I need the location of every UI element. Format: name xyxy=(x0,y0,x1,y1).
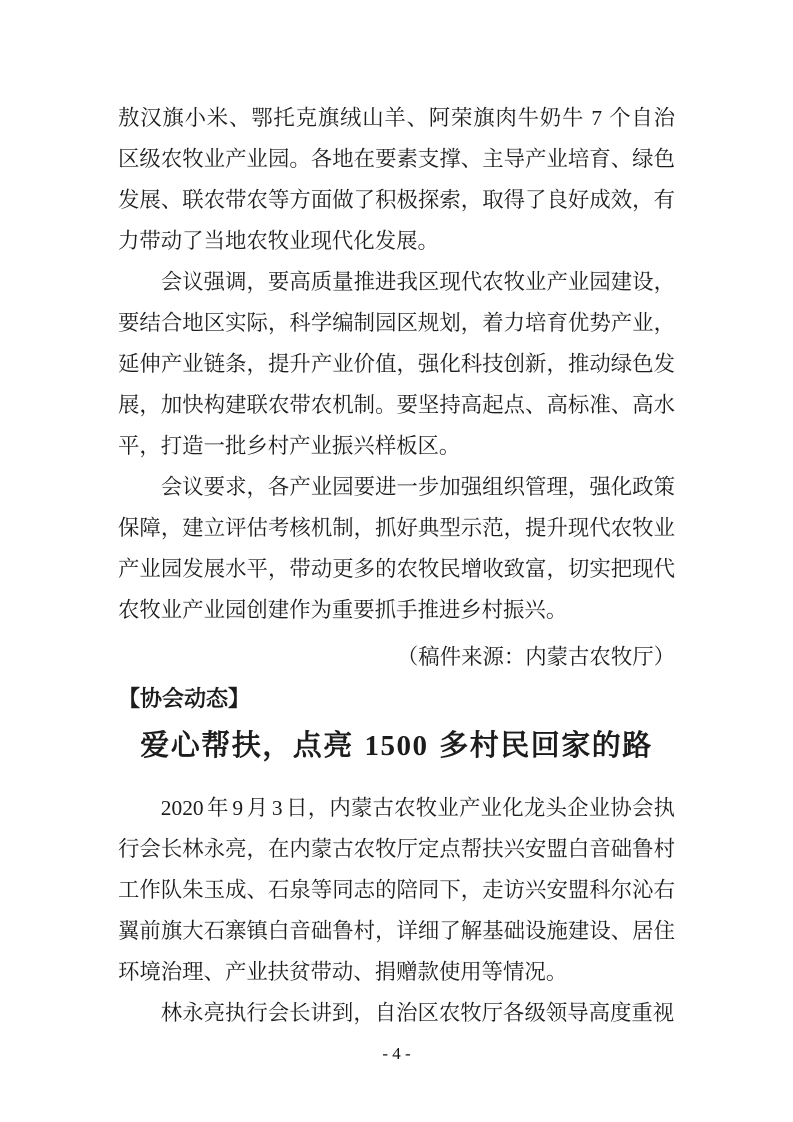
source-attribution: （稿件来源：内蒙古农牧厅） xyxy=(396,645,675,669)
page-number: - 4 - xyxy=(382,1044,411,1063)
section-heading-association-news: 【协会动态】 xyxy=(118,686,251,711)
page-content xyxy=(118,98,675,1034)
association-paragraph-visit: 2020 年 9 月 3 日，内蒙古农牧业产业化龙头企业协会执行会长林永亮，在内蒙古农牧厅定点帮扶兴安盟白音础鲁村工作队朱玉成、石泉等同志的陪同下，走访兴安盟科尔沁右翼前旗大石寨镇白音础鲁村，详细了解基础设施建设、居住环境治理、产业扶贫带动、捐赠款使用等情况。 xyxy=(118,796,675,984)
meeting-paragraph-continuation: 敖汉旗小米、鄂托克旗绒山羊、阿荣旗肉牛奶牛 7 个自治区级农牧业产业园。各地在要素支撑、主导产业培育、绿色发展、联农带农等方面做了积极探索，取得了良好成效，有力带动了当地农牧业现代化发展。 xyxy=(118,106,675,253)
association-paragraph-speech: 林永亮执行会长讲到，自治区农牧厅各级领导高度重视 xyxy=(160,1001,675,1025)
meeting-paragraph-emphasis: 会议强调，要高质量推进我区现代农牧业产业园建设，要结合地区实际，科学编制园区规划，着力培育优势产业，延伸产业链条，提升产业价值，强化科技创新，推动绿色发展，加快构建联农带农机制。要坚持高起点、高标准、高水平，打造一批乡村产业振兴样板区。 xyxy=(118,270,675,458)
article-title: 爱心帮扶，点亮 1500 多村民回家的路 xyxy=(140,730,653,762)
meeting-paragraph-requirements: 会议要求，各产业园要进一步加强组织管理，强化政策保障，建立评估考核机制，抓好典型示范，提升现代农牧业产业园发展水平，带动更多的农牧民增收致富，切实把现代农牧业产业园创建作为重要抓手推进乡村振兴。 xyxy=(118,475,675,622)
